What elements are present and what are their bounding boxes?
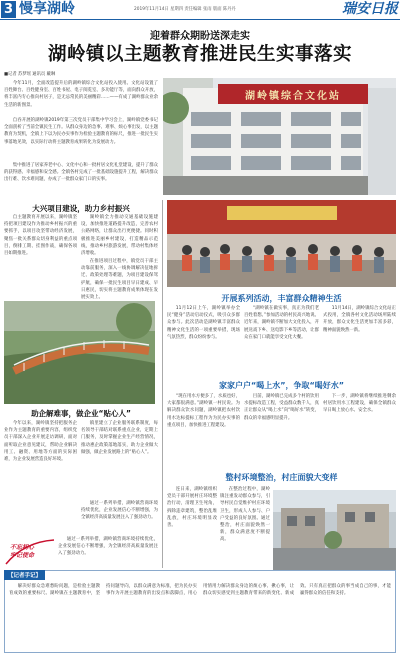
lead-para-3: 集中推进了居家养老中心、文化中心和一批村居文化礼堂建设，提升了群众的获得感、幸福感和安全感。全镇各村完成了一批基础设施提升工程，解决群众出行难、饮水难问题，办成了一批群众家门口的实事。 xyxy=(4,163,158,183)
page-number: 3 xyxy=(1,1,16,18)
headline: 湖岭镇以主题教育推进民生实事落实 xyxy=(47,44,352,65)
issue-info: 2019年11月14日 星期四 责任编辑 张雨 版面 陈丹丹 xyxy=(134,7,236,12)
byline: ■记者 苏梦瑶 通讯员 戴琳 xyxy=(4,72,56,77)
badge-text: 不忘初心 牢记使命 xyxy=(10,544,35,559)
event-photo xyxy=(167,200,396,287)
section5-para-2: 在整治过程中，湖岭镇注重发动群众参与，引导村民自觉维护村庄环境卫生，形成人人参与、户户受益的良好氛围。通过整治，村庄面貌焕然一新，群众满意度不断提高。 xyxy=(220,487,270,543)
bridge-photo xyxy=(4,301,155,404)
section2-para-1: 今年以来，湖岭镇坚持把服务企业作为主题教育的重要内容，组织党员干部深入企业开展走访调研，面对面听取企业意见建议，帮助企业解决用工、融资、用地等方面的实际困难，为企业发展营造良好环境。 xyxy=(4,421,77,463)
section4-para-2: 目前，湖岭镇已完成多个村的饮用水提标改造工程，受益群众数千人，真正让群众从“喝上水”向“喝好水”转变，群众的幸福感明显提升。 xyxy=(244,394,319,421)
section1-para-3: 在推进项目过程中，镇党员干部主动靠前服务，深入一线协调解决征地拆迁、政策处理等难题，为项目建设保驾护航，确保一批民生项目早日建成、早日惠民，切实将主题教育成果体现在发展实效上。 xyxy=(81,259,158,301)
section4-para-3: 下一步，湖岭镇将继续推进剩余村居饮用水工程建设，确保全镇群众早日喝上放心水、安全水。 xyxy=(323,394,396,414)
section4-para-1: “现在用水方便多了，水质也好，大家都很满意。”湖岭镇一村民说。为解决群众饮水问题，湖岭镇把农村饮用水达标提标工程作为为民办实事的重点项目，加快推进工程建设。 xyxy=(167,394,240,428)
kicker: 迎着群众期盼送深走实 xyxy=(150,31,250,42)
section3-para-1: 11月12日上午，湖岭镇举办全民“健身”活动启动仪式，吸引众多群众参与。此次活动是湖岭镇丰富群众精神文化生活的一项重要举措，现场气氛热烈，群众纷纷参与。 xyxy=(167,306,240,340)
section3-para-2: “湖岭镇在做实事，真正为我们老百姓着想。”参加活动的村民高兴地说。近年来，湖岭镇不断加大文化投入，开展送戏下乡、送电影下乡等活动，让群众在家门口就能享受文化大餐。 xyxy=(244,306,319,340)
lead-para-2: 自吞开展的湖岭镇2019年第三次党员干部集中学习会上，湖岭镇党委书记全面剖析了当前全镇民生工作。从群众身边的急事、难事、烦心事出发，以主题教育为契机，全镇上下以为民办实事作为检验主题教育的标尺，推进一批民生实事落地见效，以实际行动将主题教育成果转化为发展动力。 xyxy=(4,118,158,145)
reporter-note-tag: 【记者手记】 xyxy=(4,570,45,580)
section2-para-3: 通过一系列举措，湖岭镇营商环境持续优化，企业发展信心不断增强，为全镇经济高质量发展注入了强劲动力。 xyxy=(81,501,158,521)
lead-para-1: 今年11月，全面改造提升后的湖岭镇综合文化站投入使用。文化站设置了百姓舞台、百姓健身室、百姓书屋、电子阅览室、多功能厅等，面向群众开放，将丰富内专心推向村居子，是无忌常民的美丽精彩……——有成了湖岭群众业余生活的新图景。 xyxy=(4,81,158,108)
masthead xyxy=(0,0,400,20)
section-title: 慢享湖岭 xyxy=(19,1,75,17)
section3-para-3: 11月14日，湖岭镇综合文化站正式投用，全镇各村文化活动场所陆续开放，群众文化生活更加丰富多彩，精神面貌焕然一新。 xyxy=(323,306,396,333)
section2-para-4: 通过一系列举措，湖岭镇营商环境持续优化，企业发展信心不断增强，为全镇经济高质量发展注入了强劲动力。 xyxy=(58,537,158,557)
street-photo xyxy=(273,490,396,570)
section1-para-1: 自主题教育开展以来，湖岭镇坚持把项目建设作为推动乡村振兴的重要抓手，以项目攻坚带动经济发展，聚焦一批关系群众切身利益的重点项目，倒排工期、挂图作战，确保各项目如期推进。 xyxy=(4,215,77,257)
section5-title: 整村环境整治，村庄面貌大变样 xyxy=(225,473,338,482)
section2-para-2: 镇里建立了企业服务联系制度，每名领导干部结对联系重点企业，定期上门服务，及时掌握企业生产经营情况，推动惠企政策落地落实，助力企业做大做强，做企业发展路上的“贴心人”。 xyxy=(81,421,158,455)
reporter-note-box xyxy=(4,570,396,653)
reporter-note-text: 解决好群众急难愁盼问题，是检验主题教育成效的重要标尺。湖岭镇在主题教育中，坚持问题导向，以群众满意为标准，把为民办实事作为开展主题教育的出发点和落脚点，用心用情用力解决群众身边的烦心事、揪心事，让群众切实感受到主题教育带来的新变化、新成效。只有真正把群众的事当成自己的事，才能赢得群众的信任和支持。 xyxy=(9,584,391,597)
section1-para-2: 湖岭镇全力推动交通基础设施建设，加快推进道路提升改造，完善农村公路网络，让群众出行更便捷。同时积极推进美丽乡村建设，打造精品示范线，推动乡村旅游发展，带动村集体经济增收。 xyxy=(81,215,158,257)
section1-title: 大兴项目建设，助力乡村振兴 xyxy=(32,204,130,213)
cultural-station-photo xyxy=(163,78,396,195)
section2-title: 助企解难事，做企业“贴心人” xyxy=(31,409,131,418)
section5-para-1: 连日来，湖岭镇组织党员干部开展村庄环境整治行动，清理卫生死角，拆除违章建筑，整治乱堆乱放，村庄环境明显改善。 xyxy=(167,487,217,529)
building-sign: 湖岭镇综合文化站 xyxy=(245,91,341,102)
section4-title: 家家户户“喝上水”，争取“喝好水” xyxy=(218,381,345,390)
section3-title: 开展系列活动，丰富群众精神生活 xyxy=(221,294,342,303)
column-divider xyxy=(162,200,163,568)
paper-logo: 瑞安日报 xyxy=(342,1,398,17)
